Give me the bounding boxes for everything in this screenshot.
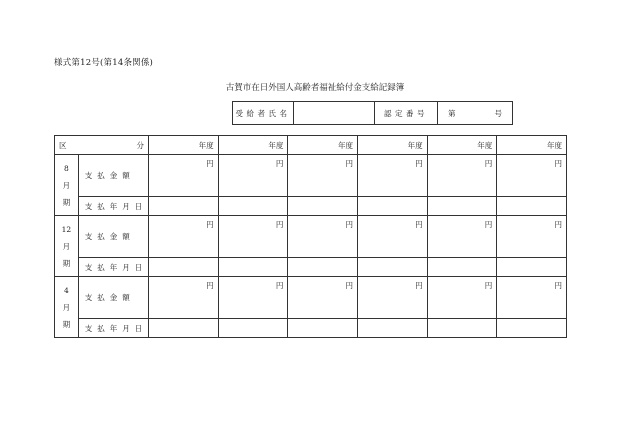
recipient-name-field[interactable] [294, 102, 375, 125]
amount-cell[interactable]: 円 [288, 277, 358, 319]
payment-date-label: 支払年月日 [78, 197, 148, 216]
date-cell[interactable] [149, 197, 219, 216]
payment-amount-row [55, 277, 567, 319]
fiscal-year-header[interactable]: 年度 [288, 136, 358, 155]
amount-cell[interactable]: 円 [149, 277, 219, 319]
amount-cell[interactable]: 円 [149, 216, 219, 258]
amount-cell[interactable]: 円 [357, 155, 427, 197]
payment-period-label: 4 月 期 [55, 277, 79, 338]
payment-record-table [54, 135, 567, 338]
fiscal-year-header[interactable]: 年度 [149, 136, 219, 155]
payment-date-row [55, 319, 567, 338]
date-cell[interactable] [357, 258, 427, 277]
category-header-right: 分 [136, 140, 145, 150]
category-header [55, 136, 149, 155]
date-cell[interactable] [427, 258, 497, 277]
amount-cell[interactable]: 円 [149, 155, 219, 197]
date-cell[interactable] [149, 258, 219, 277]
date-cell[interactable] [427, 197, 497, 216]
amount-cell[interactable]: 円 [218, 155, 288, 197]
amount-cell[interactable]: 円 [497, 155, 567, 197]
date-cell[interactable] [357, 197, 427, 216]
cert-suffix: 号 [494, 108, 502, 118]
payment-amount-label: 支払金額 [78, 216, 148, 258]
date-cell[interactable] [288, 197, 358, 216]
amount-cell[interactable]: 円 [497, 277, 567, 319]
payment-date-label: 支払年月日 [78, 258, 148, 277]
date-cell[interactable] [218, 319, 288, 338]
date-cell[interactable] [288, 258, 358, 277]
date-cell[interactable] [149, 319, 219, 338]
fiscal-year-header[interactable]: 年度 [357, 136, 427, 155]
form-number: 様式第12号(第14条関係) [54, 58, 154, 68]
amount-cell[interactable]: 円 [427, 277, 497, 319]
certification-number-label: 認定番号 [375, 102, 438, 125]
date-cell[interactable] [288, 319, 358, 338]
recipient-info-table [232, 101, 513, 125]
payment-period-label: 8 月 期 [55, 155, 79, 216]
amount-cell[interactable]: 円 [427, 216, 497, 258]
amount-cell[interactable]: 円 [288, 155, 358, 197]
payment-date-row [55, 258, 567, 277]
fiscal-year-header[interactable]: 年度 [218, 136, 288, 155]
amount-cell[interactable]: 円 [427, 155, 497, 197]
amount-cell[interactable]: 円 [288, 216, 358, 258]
payment-amount-row [55, 216, 567, 258]
fiscal-year-header[interactable]: 年度 [497, 136, 567, 155]
date-cell[interactable] [497, 258, 567, 277]
amount-cell[interactable]: 円 [218, 216, 288, 258]
payment-amount-label: 支払金額 [78, 155, 148, 197]
date-cell[interactable] [497, 197, 567, 216]
date-cell[interactable] [427, 319, 497, 338]
payment-amount-label: 支払金額 [78, 277, 148, 319]
cert-prefix: 第 [448, 108, 456, 118]
payment-date-row [55, 197, 567, 216]
amount-cell[interactable]: 円 [218, 277, 288, 319]
fiscal-year-header[interactable]: 年度 [427, 136, 497, 155]
category-header-left: 区 [59, 140, 67, 150]
recipient-name-label: 受給者氏名 [233, 102, 294, 125]
payment-date-label: 支払年月日 [78, 319, 148, 338]
header-row [55, 136, 567, 155]
document-title: 古賀市在日外国人高齢者福祉給付金支給記録簿 [225, 83, 405, 93]
payment-amount-row [55, 155, 567, 197]
date-cell[interactable] [218, 197, 288, 216]
date-cell[interactable] [357, 319, 427, 338]
certification-number-field[interactable] [438, 102, 513, 125]
amount-cell[interactable]: 円 [357, 216, 427, 258]
payment-period-label: 12 月 期 [55, 216, 79, 277]
date-cell[interactable] [497, 319, 567, 338]
amount-cell[interactable]: 円 [357, 277, 427, 319]
date-cell[interactable] [218, 258, 288, 277]
amount-cell[interactable]: 円 [497, 216, 567, 258]
